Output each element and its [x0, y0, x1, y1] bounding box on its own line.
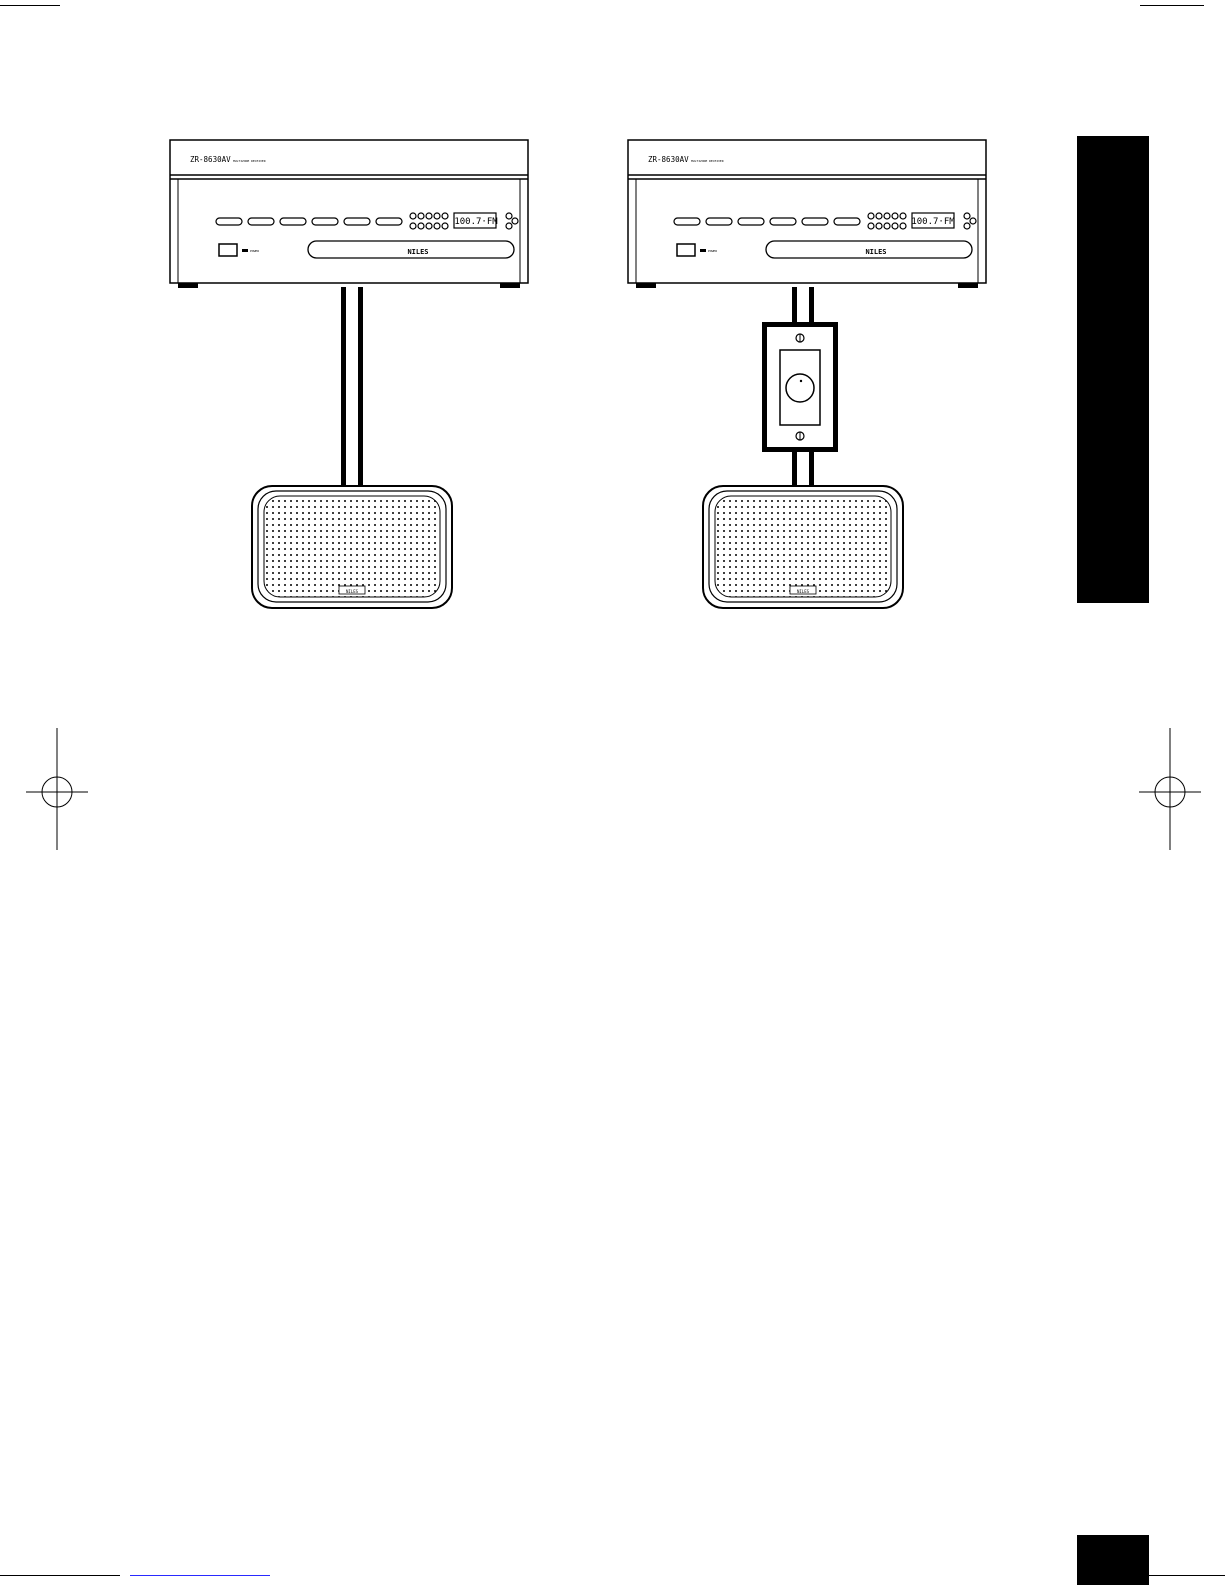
receiver-left-brand: NILES	[407, 248, 429, 256]
speaker-right-badge: NILES	[796, 589, 810, 594]
speaker-wire-left	[341, 287, 363, 487]
receiver-left-model: ZR-8630AV	[190, 155, 231, 164]
receiver-right-model: ZR-8630AV	[648, 155, 689, 164]
registration-mark-right	[1139, 728, 1201, 850]
registration-mark-left	[26, 728, 88, 850]
receiver-left-model-sub: MULTIZONE RECEIVER	[233, 159, 266, 163]
receiver-right-power-label: POWER	[708, 249, 718, 253]
receiver-left-power-label: POWER	[250, 249, 260, 253]
receiver-right-model-sub: MULTIZONE RECEIVER	[691, 159, 724, 163]
speaker-left-badge: NILES	[345, 589, 359, 594]
receiver-left-display: 100.7·FM	[454, 217, 498, 227]
receiver-right-brand: NILES	[865, 248, 887, 256]
volume-control-wallplate	[762, 322, 838, 452]
volume-knob-icon	[786, 374, 814, 402]
receiver-right-display: 100.7·FM	[911, 217, 955, 227]
